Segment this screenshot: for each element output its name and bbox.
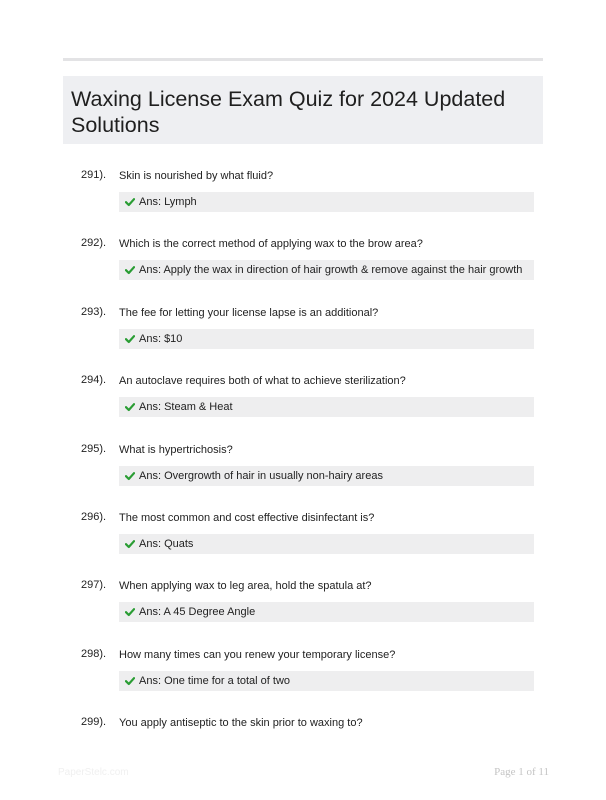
answer-box: [119, 329, 534, 349]
page-title: Waxing License Exam Quiz for 2024 Updated Solutions: [71, 87, 506, 137]
question-number: 299).: [81, 716, 107, 728]
answer-text: Ans: Overgrowth of hair in usually non-hairy areas: [139, 470, 383, 482]
question-number: 292).: [81, 237, 107, 249]
question-number: 298).: [81, 648, 107, 660]
question-number: 296).: [81, 511, 107, 523]
footer-watermark: PaperStelc.com: [58, 767, 129, 778]
question-number: 297).: [81, 579, 107, 591]
question-text: Which is the correct method of applying wax to the brow area?: [119, 238, 423, 250]
check-icon: [125, 471, 135, 481]
check-icon: [125, 607, 135, 617]
question-number: 293).: [81, 306, 107, 318]
title-banner: [63, 76, 543, 144]
check-icon: [125, 334, 135, 344]
question-text: Skin is nourished by what fluid?: [119, 170, 274, 182]
question-text: An autoclave requires both of what to achieve sterilization?: [119, 375, 406, 387]
answer-text: Ans: One time for a total of two: [139, 675, 291, 687]
question-text: How many times can you renew your temporary license?: [119, 649, 396, 661]
answer-box: [119, 534, 534, 554]
check-icon: [125, 265, 135, 275]
question-text: You apply antiseptic to the skin prior to waxing to?: [119, 717, 363, 729]
answer-text: Ans: Lymph: [139, 196, 197, 208]
question-number: 295).: [81, 443, 107, 455]
check-icon: [125, 402, 135, 412]
question-text: What is hypertrichosis?: [119, 444, 233, 456]
answer-text: Ans: Apply the wax in direction of hair growth & remove against the hair growth: [139, 264, 523, 276]
check-icon: [125, 676, 135, 686]
answer-text: Ans: Quats: [139, 538, 194, 550]
question-text: The most common and cost effective disinfectant is?: [119, 512, 375, 524]
check-icon: [125, 539, 135, 549]
answer-box: [119, 466, 534, 486]
answer-box: [119, 260, 534, 280]
answer-text: Ans: A 45 Degree Angle: [139, 606, 256, 618]
question-text: The fee for letting your license lapse is an additional?: [119, 307, 379, 319]
answer-box: [119, 602, 534, 622]
answer-text: Ans: $10: [139, 333, 183, 345]
answer-text: Ans: Steam & Heat: [139, 401, 233, 413]
answer-box: [119, 671, 534, 691]
answer-box: [119, 192, 534, 212]
answer-box: [119, 397, 534, 417]
check-icon: [125, 197, 135, 207]
question-text: When applying wax to leg area, hold the spatula at?: [119, 580, 372, 592]
question-number: 291).: [81, 169, 107, 181]
question-number: 294).: [81, 374, 107, 386]
page-number: Page 1 of 11: [494, 766, 549, 778]
top-divider: [63, 58, 543, 61]
